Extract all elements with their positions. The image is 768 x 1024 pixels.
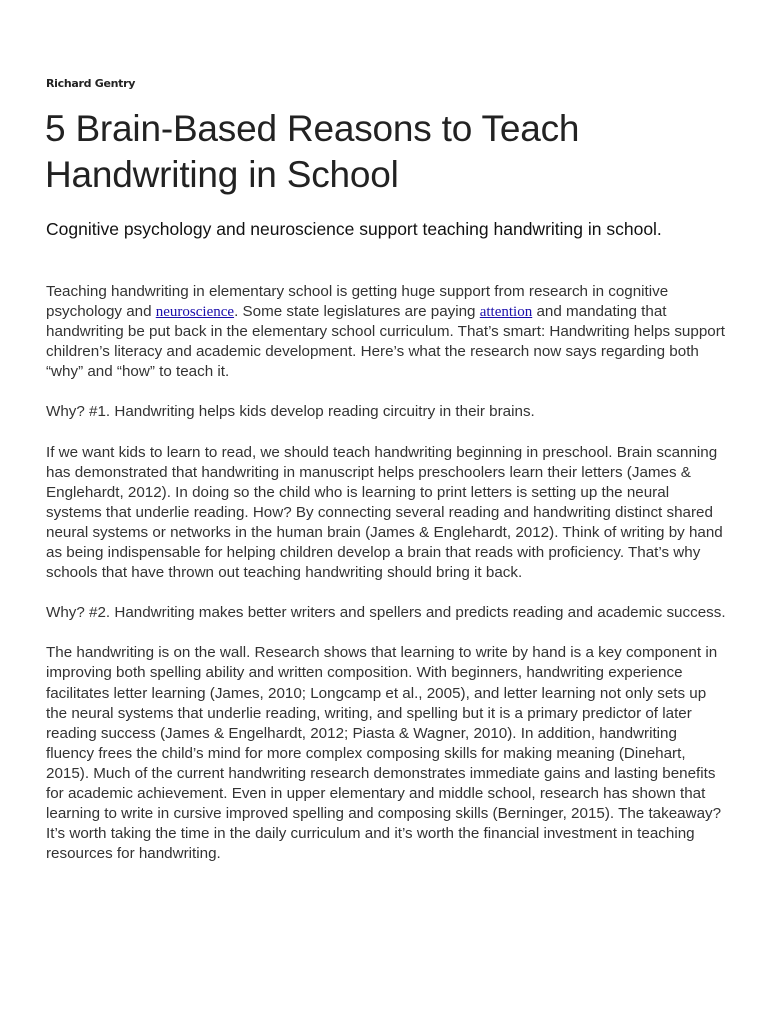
article-body bbox=[46, 282, 728, 884]
paragraph-intro bbox=[46, 282, 728, 382]
intro-text-b: . Some state legislatures are paying bbox=[234, 303, 480, 321]
intro-text-a: Teaching handwriting in elementary school is getting huge support from research in cognitive psychology and bbox=[46, 283, 669, 321]
attention-link[interactable]: attention bbox=[479, 304, 533, 321]
neuroscience-link[interactable]: neuroscience bbox=[155, 304, 235, 321]
article-subtitle: Cognitive psychology and neuroscience support teaching handwriting in school. bbox=[46, 219, 662, 239]
author-byline: Richard Gentry bbox=[46, 77, 136, 90]
article-title: 5 Brain-Based Reasons to Teach Handwriting in School bbox=[45, 108, 580, 195]
reason-2-heading: Why? #2. Handwriting makes better writers and spellers and predicts reading and academic success. bbox=[46, 604, 726, 622]
reason-1-heading: Why? #1. Handwriting helps kids develop reading circuitry in their brains. bbox=[46, 403, 535, 421]
reason-1-paragraph: If we want kids to learn to read, we should teach handwriting beginning in preschool. Brain scanning has demonstrated that handwriting in manuscript helps preschoolers learn their letters (James & Englehardt, 2012). In doing so the child who is learning to print letters is setting up the neural systems that underlie reading. How? By connecting several reading and handwriting distinct shared neural systems or networks in the human brain (James & Englehardt, 2012). Think of writing by hand as being indispensable for helping children develop a brain that reads with proficiency. That’s why schools that have thrown out teaching handwriting should bring it back. bbox=[46, 443, 723, 582]
reason-2-paragraph: The handwriting is on the wall. Research shows that learning to write by hand is a key component in improving both spelling ability and written composition. With beginners, handwriting experience facilitates letter learning (James, 2010; Longcamp et al., 2005), and letter learning not only sets up the neural systems that underlie reading, writing, and spelling but it is a primary predictor of later reading success (James & Engelhardt, 2012; Piasta & Wagner, 2010). In addition, handwriting fluency frees the child’s mind for more complex composing skills for making meaning (Dinehart, 2015). Much of the current handwriting research demonstrates immediate gains and lasting benefits for academic achievement. Even in upper elementary and middle school, research has shown that learning to write in cursive improved spelling and composing skills (Berninger, 2015). The takeaway? It’s worth taking the time in the daily curriculum and it’s worth the financial investment in teaching resources for handwriting. bbox=[46, 644, 722, 863]
intro-text-c: and mandating that handwriting be put back in the elementary school curriculum. That’s smart: Handwriting helps support children’s literacy and academic development. Here’s what the research now says regarding both “why” and “how” to teach it. bbox=[46, 303, 725, 381]
